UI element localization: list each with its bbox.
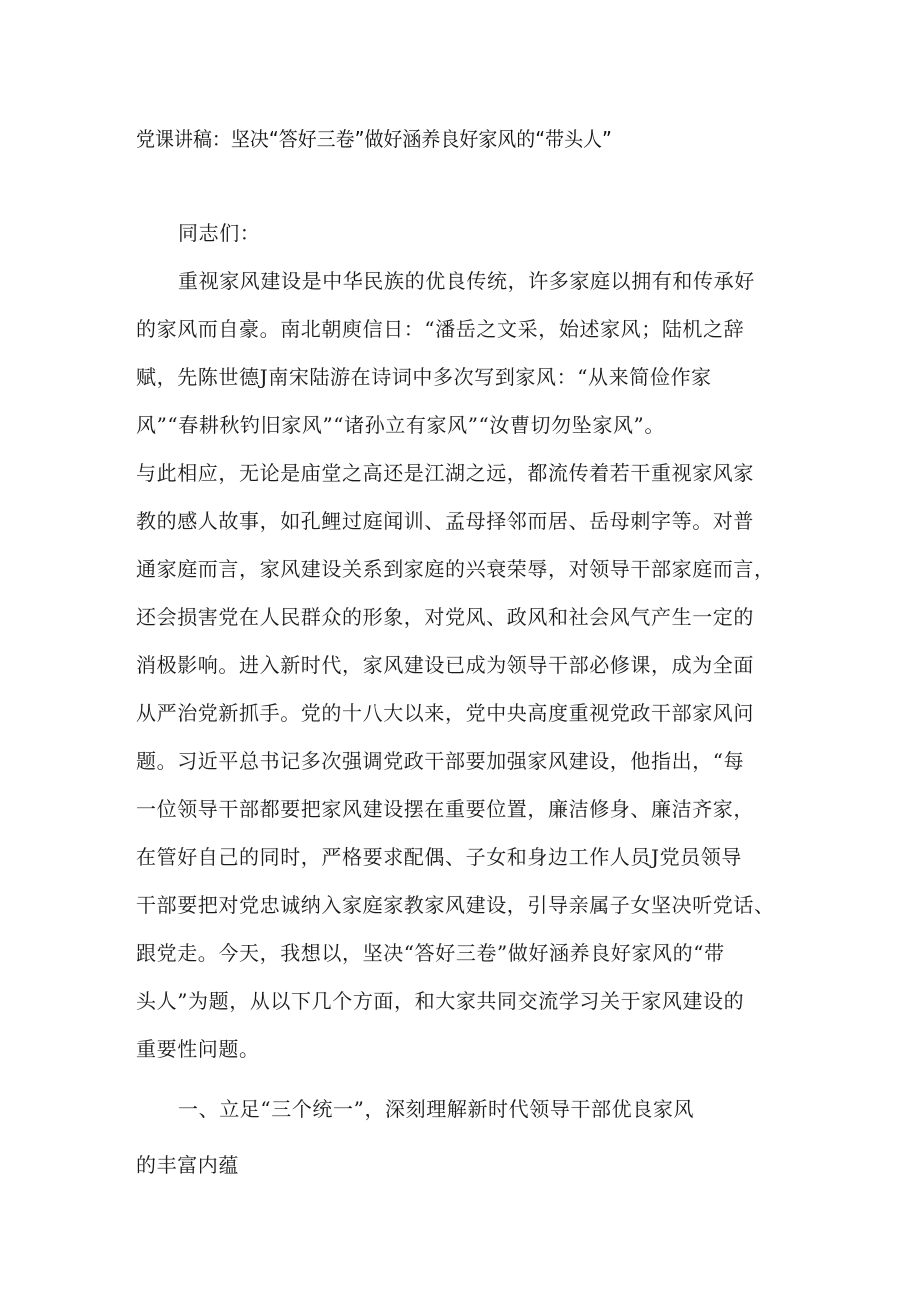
- body-line: 重要性问题。: [136, 1037, 260, 1061]
- body-line: 还会损害党在人民群众的形象，对党风、政风和社会风气产生一定的: [136, 605, 754, 629]
- body-line: 在管好自己的同时，严格要求配偶、子女和身边工作人员J党员领导: [136, 845, 743, 869]
- body-line: 重视家风建设是中华民族的优良传统，许多家庭以拥有和传承好: [178, 269, 755, 293]
- body-line: 与此相应，无论是庙堂之高还是江湖之远，都流传着若干重视家风家: [136, 461, 754, 485]
- body-line: 一位领导干部都要把家风建设摆在重要位置，廉洁修身、廉洁齐家，: [136, 797, 754, 821]
- body-line: 从严治党新抓手。党的十八大以来，党中央高度重视党政干部家风问: [136, 701, 754, 725]
- body-line: 题。习近平总书记多次强调党政干部要加强家风建设，他指出，“每: [136, 749, 745, 773]
- section-heading: 一、立足“三个统一”，深刻理解新时代领导干部优良家风: [178, 1097, 695, 1121]
- body-line: 通家庭而言，家风建设关系到家庭的兴衰荣辱，对领导干部家庭而言，: [136, 557, 775, 581]
- body-line: 头人”为题，从以下几个方面，和大家共同交流学习关于家风建设的: [136, 989, 745, 1013]
- body-line: 赋，先陈世德J南宋陆游在诗词中多次写到家风：“从来简俭作家: [136, 365, 712, 389]
- body-line: 教的感人故事，如孔鲤过庭闻训、孟母择邻而居、岳母刺字等。对普: [136, 509, 754, 533]
- document-title: 党课讲稿：坚决“答好三卷”做好涵养良好家风的“带头人”: [136, 127, 612, 151]
- body-line: 跟党走。今天，我想以，坚决“答好三卷”做好涵养良好家风的“带: [136, 941, 725, 965]
- body-line: 干部要把对党忠诚纳入家庭家教家风建设，引导亲属子女坚决听党话、: [136, 893, 775, 917]
- salutation: 同志们：: [178, 221, 261, 245]
- body-line: 的家风而自豪。南北朝庾信日：“潘岳之文采，始述家风；陆机之辞: [136, 317, 745, 341]
- section-heading-continued: 的丰富内蕴: [136, 1153, 239, 1177]
- body-line: 消极影响。进入新时代，家风建设已成为领导干部必修课，成为全面: [136, 653, 754, 677]
- body-line: 风”“春耕秋钓旧家风”“诸孙立有家风”“汝曹切勿坠家风”。: [136, 413, 665, 437]
